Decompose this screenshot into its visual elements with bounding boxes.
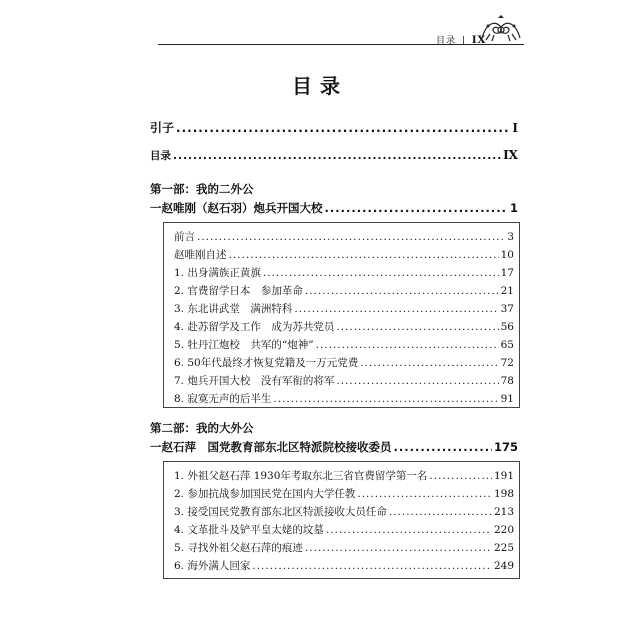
header-section-text: 目录 <box>436 36 457 46</box>
part2-heading: 第二部：我的大外公 <box>150 421 254 435</box>
part1-subtitle-page: 1 <box>509 201 518 215</box>
leader-dots <box>336 321 498 333</box>
leader-dots <box>389 506 492 518</box>
toc-chapter-row[interactable] <box>174 373 514 388</box>
header-separator: | <box>461 36 466 46</box>
leader-dots <box>273 393 498 405</box>
leader-dots <box>197 231 505 243</box>
leader-dots <box>360 357 498 369</box>
leader-dots <box>229 249 499 261</box>
part1-heading: 第一部：我的二外公 <box>150 182 254 196</box>
chapter-page: 72 <box>500 357 514 369</box>
leader-dots <box>305 542 492 554</box>
chapter-title: 6. 50年代最终才恢复党籍及一万元党费 <box>174 357 359 369</box>
chapter-page: 78 <box>500 375 514 387</box>
chapter-title: 前言 <box>174 231 195 243</box>
leader-dots <box>173 150 501 162</box>
dragon-ornament-icon <box>478 14 524 44</box>
chapter-page: 191 <box>493 470 514 482</box>
chapter-title: 3. 东北讲武堂 满洲特科 <box>174 303 293 315</box>
chapter-page: 249 <box>493 560 514 572</box>
toc-chapter-row[interactable] <box>174 468 514 483</box>
leader-dots <box>294 303 498 315</box>
chapter-page: 220 <box>493 524 514 536</box>
toc-chapter-row[interactable] <box>174 355 514 370</box>
chapter-title: 5. 牡丹江炮校 共军的“炮神” <box>174 339 314 351</box>
part2-subtitle: 一赵石萍 国党教育部东北区特派院校接收委员 <box>150 440 392 454</box>
chapter-page: 21 <box>500 285 514 297</box>
leader-dots <box>336 375 498 387</box>
chapter-page: 198 <box>493 488 514 500</box>
leader-dots <box>357 488 492 500</box>
toc-entry-page: IX <box>503 148 518 162</box>
chapter-title: 4. 文革批斗及铲平皇太姥的坟墓 <box>174 524 324 536</box>
chapter-title: 赵唯刚自述 <box>174 249 227 261</box>
toc-chapter-row[interactable] <box>174 265 514 280</box>
toc-entry-page: I <box>512 121 518 135</box>
part1-subtitle-entry[interactable] <box>150 200 518 216</box>
chapter-title: 2. 官费留学日本 参加革命 <box>174 285 303 297</box>
leader-dots <box>176 121 510 135</box>
part2-subtitle-page: 175 <box>493 440 518 454</box>
header-page-number: IX <box>471 35 487 46</box>
toc-chapter-row[interactable] <box>174 391 514 406</box>
chapter-page: 225 <box>493 542 514 554</box>
toc-entry-label: 引子 <box>150 121 175 135</box>
chapter-title: 1. 外祖父赵石萍 1930年考取东北三省官费留学第一名 <box>174 470 428 482</box>
chapter-page: 91 <box>500 393 514 405</box>
chapter-title: 7. 炮兵开国大校 没有军衔的将军 <box>174 375 335 387</box>
toc-entry-contents[interactable] <box>150 148 518 163</box>
toc-chapter-row[interactable] <box>174 504 514 519</box>
part2-subtitle-entry[interactable] <box>150 439 518 455</box>
chapter-title: 1. 出身满族正黄旗 <box>174 267 261 279</box>
toc-chapter-row[interactable] <box>174 540 514 555</box>
leader-dots <box>305 285 499 297</box>
toc-chapter-row[interactable] <box>174 301 514 316</box>
chapter-page: 3 <box>507 231 514 243</box>
leader-dots <box>429 470 492 482</box>
toc-chapter-row[interactable] <box>174 522 514 537</box>
chapter-page: 213 <box>493 506 514 518</box>
chapter-title: 8. 寂寞无声的后半生 <box>174 393 272 405</box>
chapter-page: 56 <box>500 321 514 333</box>
leader-dots <box>326 524 492 536</box>
chapter-title: 5. 寻找外祖父赵石萍的痕迹 <box>174 542 303 554</box>
chapter-page: 10 <box>500 249 514 261</box>
chapter-title: 4. 赴苏留学及工作 成为苏共党员 <box>174 321 335 333</box>
toc-chapter-row[interactable] <box>174 558 514 573</box>
leader-dots <box>316 339 499 351</box>
leader-dots <box>252 560 492 572</box>
part1-subtitle: 一赵唯刚（赵石羽）炮兵开国大校 <box>150 201 323 215</box>
leader-dots <box>394 440 492 454</box>
toc-entry-intro[interactable] <box>150 119 518 136</box>
chapter-title: 6. 海外满人回家 <box>174 560 251 572</box>
toc-chapter-row[interactable] <box>174 337 514 352</box>
chapter-page: 17 <box>500 267 514 279</box>
leader-dots <box>263 267 499 279</box>
toc-chapter-row[interactable] <box>174 229 514 244</box>
toc-chapter-row[interactable] <box>174 486 514 501</box>
chapter-page: 37 <box>500 303 514 315</box>
page-title: 目录 <box>292 74 348 98</box>
toc-chapter-row[interactable] <box>174 283 514 298</box>
chapter-title: 2. 参加抗战参加国民党在国内大学任教 <box>174 488 356 500</box>
toc-chapter-row[interactable] <box>174 247 514 262</box>
toc-entry-label: 目录 <box>150 150 171 162</box>
chapter-page: 65 <box>500 339 514 351</box>
toc-chapter-row[interactable] <box>174 319 514 334</box>
header-rule <box>158 44 524 45</box>
leader-dots <box>325 201 508 215</box>
chapter-title: 3. 接受国民党教育部东北区特派接收大员任命 <box>174 506 387 518</box>
